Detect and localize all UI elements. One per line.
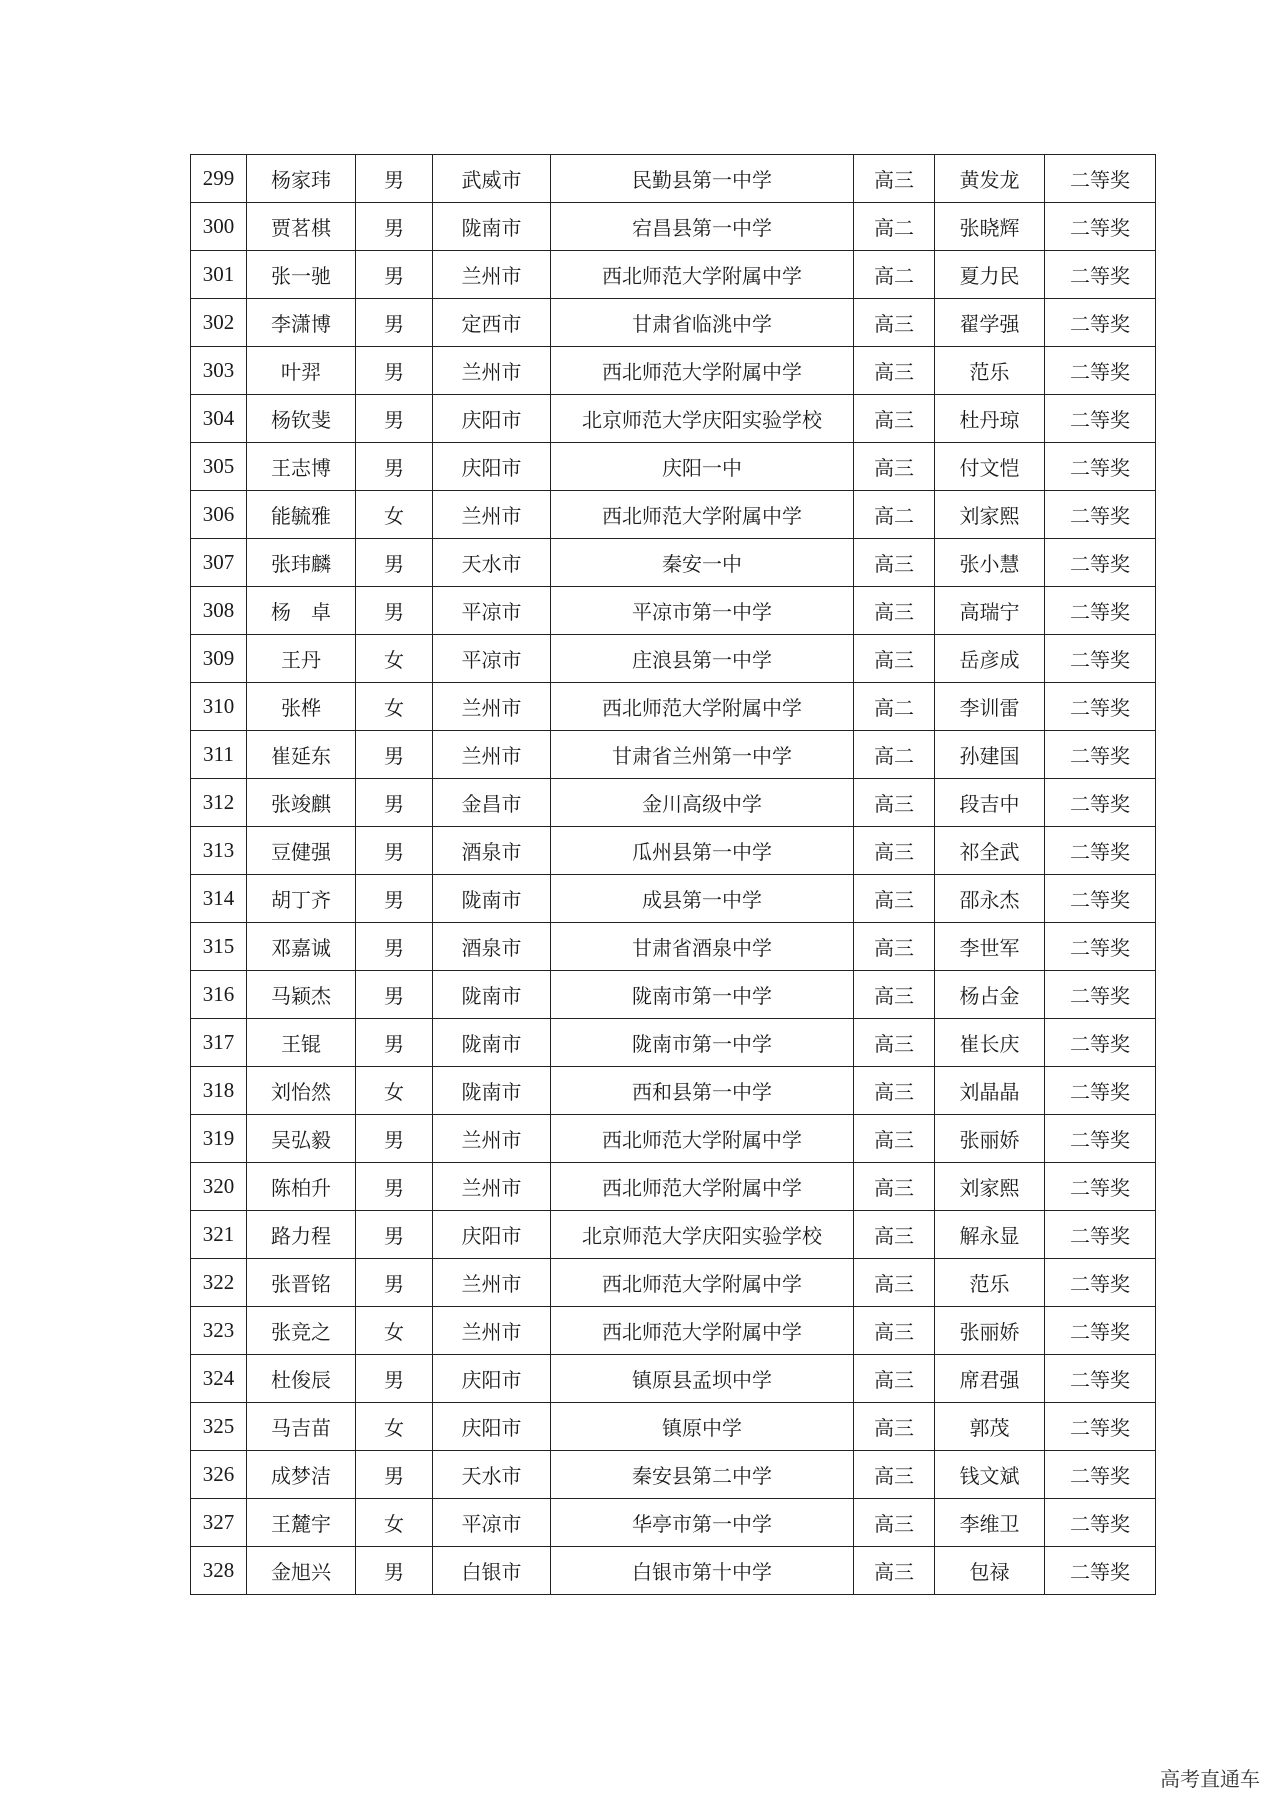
cell-gender: 男 (356, 1355, 433, 1403)
award-list-table (190, 154, 1156, 1595)
cell-name: 胡丁齐 (247, 875, 356, 923)
cell-no: 314 (191, 875, 247, 923)
table-row (191, 683, 1156, 731)
cell-award: 二等奖 (1045, 1211, 1156, 1259)
cell-city: 定西市 (433, 299, 551, 347)
cell-name: 贾茗棋 (247, 203, 356, 251)
cell-city: 金昌市 (433, 779, 551, 827)
cell-name: 叶羿 (247, 347, 356, 395)
cell-grade: 高三 (854, 395, 935, 443)
cell-no: 318 (191, 1067, 247, 1115)
cell-grade: 高三 (854, 1067, 935, 1115)
cell-city: 酒泉市 (433, 923, 551, 971)
cell-teacher: 邵永杰 (935, 875, 1045, 923)
cell-school: 西北师范大学附属中学 (551, 1115, 854, 1163)
cell-school: 西北师范大学附属中学 (551, 347, 854, 395)
cell-teacher: 杜丹琼 (935, 395, 1045, 443)
cell-city: 陇南市 (433, 875, 551, 923)
cell-city: 兰州市 (433, 683, 551, 731)
table-row (191, 491, 1156, 539)
watermark-text: 高考直通车 (1160, 1767, 1260, 1791)
cell-no: 321 (191, 1211, 247, 1259)
cell-teacher: 黄发龙 (935, 155, 1045, 203)
cell-gender: 男 (356, 1451, 433, 1499)
cell-name: 杜俊辰 (247, 1355, 356, 1403)
table-row (191, 1163, 1156, 1211)
cell-teacher: 夏力民 (935, 251, 1045, 299)
cell-school: 华亭市第一中学 (551, 1499, 854, 1547)
cell-no: 313 (191, 827, 247, 875)
cell-name: 杨钦斐 (247, 395, 356, 443)
cell-no: 317 (191, 1019, 247, 1067)
table-row (191, 443, 1156, 491)
cell-grade: 高三 (854, 155, 935, 203)
cell-no: 325 (191, 1403, 247, 1451)
cell-gender: 男 (356, 347, 433, 395)
cell-award: 二等奖 (1045, 347, 1156, 395)
cell-city: 兰州市 (433, 347, 551, 395)
cell-name: 崔延东 (247, 731, 356, 779)
cell-grade: 高二 (854, 491, 935, 539)
cell-grade: 高三 (854, 1307, 935, 1355)
cell-school: 甘肃省酒泉中学 (551, 923, 854, 971)
cell-grade: 高三 (854, 299, 935, 347)
cell-grade: 高三 (854, 1211, 935, 1259)
cell-name: 马吉苗 (247, 1403, 356, 1451)
cell-city: 武威市 (433, 155, 551, 203)
cell-gender: 男 (356, 155, 433, 203)
table-row (191, 1211, 1156, 1259)
cell-teacher: 岳彦成 (935, 635, 1045, 683)
cell-award: 二等奖 (1045, 1355, 1156, 1403)
cell-award: 二等奖 (1045, 1403, 1156, 1451)
cell-school: 秦安县第二中学 (551, 1451, 854, 1499)
cell-city: 陇南市 (433, 203, 551, 251)
cell-no: 322 (191, 1259, 247, 1307)
cell-name: 豆健强 (247, 827, 356, 875)
cell-gender: 男 (356, 443, 433, 491)
cell-grade: 高三 (854, 1547, 935, 1595)
cell-city: 兰州市 (433, 251, 551, 299)
cell-teacher: 付文恺 (935, 443, 1045, 491)
table-row (191, 155, 1156, 203)
cell-school: 秦安一中 (551, 539, 854, 587)
cell-no: 312 (191, 779, 247, 827)
cell-teacher: 李维卫 (935, 1499, 1045, 1547)
cell-gender: 男 (356, 875, 433, 923)
cell-teacher: 孙建国 (935, 731, 1045, 779)
cell-city: 平凉市 (433, 635, 551, 683)
table-row (191, 635, 1156, 683)
cell-city: 庆阳市 (433, 1355, 551, 1403)
cell-award: 二等奖 (1045, 635, 1156, 683)
cell-award: 二等奖 (1045, 251, 1156, 299)
cell-teacher: 张丽娇 (935, 1115, 1045, 1163)
cell-grade: 高三 (854, 1259, 935, 1307)
table-row (191, 299, 1156, 347)
table-row (191, 971, 1156, 1019)
cell-award: 二等奖 (1045, 587, 1156, 635)
cell-no: 315 (191, 923, 247, 971)
cell-gender: 男 (356, 779, 433, 827)
cell-school: 民勤县第一中学 (551, 155, 854, 203)
cell-school: 甘肃省兰州第一中学 (551, 731, 854, 779)
table-row (191, 1547, 1156, 1595)
cell-teacher: 李训雷 (935, 683, 1045, 731)
cell-award: 二等奖 (1045, 731, 1156, 779)
cell-city: 兰州市 (433, 1307, 551, 1355)
cell-award: 二等奖 (1045, 779, 1156, 827)
cell-grade: 高三 (854, 443, 935, 491)
cell-gender: 男 (356, 731, 433, 779)
cell-city: 庆阳市 (433, 1403, 551, 1451)
cell-city: 陇南市 (433, 1019, 551, 1067)
cell-school: 西北师范大学附属中学 (551, 491, 854, 539)
table-row (191, 731, 1156, 779)
cell-no: 309 (191, 635, 247, 683)
cell-award: 二等奖 (1045, 539, 1156, 587)
cell-city: 陇南市 (433, 1067, 551, 1115)
cell-name: 吴弘毅 (247, 1115, 356, 1163)
cell-school: 西北师范大学附属中学 (551, 1259, 854, 1307)
cell-school: 北京师范大学庆阳实验学校 (551, 1211, 854, 1259)
cell-teacher: 祁全武 (935, 827, 1045, 875)
cell-teacher: 解永显 (935, 1211, 1045, 1259)
cell-teacher: 崔长庆 (935, 1019, 1045, 1067)
cell-school: 白银市第十中学 (551, 1547, 854, 1595)
cell-city: 兰州市 (433, 1115, 551, 1163)
cell-no: 310 (191, 683, 247, 731)
cell-award: 二等奖 (1045, 1019, 1156, 1067)
cell-school: 金川高级中学 (551, 779, 854, 827)
cell-name: 杨 卓 (247, 587, 356, 635)
table-row (191, 875, 1156, 923)
cell-gender: 男 (356, 203, 433, 251)
cell-name: 王丹 (247, 635, 356, 683)
cell-school: 平凉市第一中学 (551, 587, 854, 635)
cell-name: 张桦 (247, 683, 356, 731)
table-row (191, 587, 1156, 635)
cell-award: 二等奖 (1045, 1115, 1156, 1163)
cell-name: 李潇博 (247, 299, 356, 347)
cell-school: 西北师范大学附属中学 (551, 251, 854, 299)
cell-city: 兰州市 (433, 1163, 551, 1211)
cell-gender: 女 (356, 1499, 433, 1547)
cell-school: 镇原县孟坝中学 (551, 1355, 854, 1403)
cell-gender: 男 (356, 539, 433, 587)
cell-no: 304 (191, 395, 247, 443)
cell-award: 二等奖 (1045, 923, 1156, 971)
cell-name: 张竣麒 (247, 779, 356, 827)
cell-gender: 男 (356, 1115, 433, 1163)
cell-gender: 男 (356, 299, 433, 347)
cell-award: 二等奖 (1045, 1499, 1156, 1547)
cell-school: 庄浪县第一中学 (551, 635, 854, 683)
cell-award: 二等奖 (1045, 1259, 1156, 1307)
cell-name: 成梦洁 (247, 1451, 356, 1499)
cell-no: 305 (191, 443, 247, 491)
table-row (191, 827, 1156, 875)
cell-name: 杨家玮 (247, 155, 356, 203)
cell-school: 西北师范大学附属中学 (551, 1163, 854, 1211)
cell-city: 天水市 (433, 539, 551, 587)
cell-award: 二等奖 (1045, 1163, 1156, 1211)
cell-gender: 男 (356, 587, 433, 635)
cell-award: 二等奖 (1045, 827, 1156, 875)
cell-grade: 高三 (854, 875, 935, 923)
cell-award: 二等奖 (1045, 155, 1156, 203)
cell-no: 316 (191, 971, 247, 1019)
table-row (191, 1019, 1156, 1067)
cell-city: 平凉市 (433, 587, 551, 635)
cell-teacher: 范乐 (935, 1259, 1045, 1307)
cell-gender: 男 (356, 1547, 433, 1595)
cell-grade: 高三 (854, 587, 935, 635)
cell-grade: 高三 (854, 923, 935, 971)
cell-no: 327 (191, 1499, 247, 1547)
cell-grade: 高三 (854, 971, 935, 1019)
cell-teacher: 刘家熙 (935, 1163, 1045, 1211)
cell-no: 300 (191, 203, 247, 251)
cell-grade: 高二 (854, 251, 935, 299)
cell-no: 323 (191, 1307, 247, 1355)
cell-school: 宕昌县第一中学 (551, 203, 854, 251)
table-row (191, 1403, 1156, 1451)
cell-no: 301 (191, 251, 247, 299)
cell-award: 二等奖 (1045, 1067, 1156, 1115)
cell-city: 庆阳市 (433, 443, 551, 491)
cell-grade: 高三 (854, 347, 935, 395)
cell-teacher: 高瑞宁 (935, 587, 1045, 635)
cell-name: 金旭兴 (247, 1547, 356, 1595)
cell-school: 成县第一中学 (551, 875, 854, 923)
cell-grade: 高三 (854, 827, 935, 875)
table-row (191, 779, 1156, 827)
cell-name: 王锟 (247, 1019, 356, 1067)
cell-teacher: 段吉中 (935, 779, 1045, 827)
cell-name: 邓嘉诚 (247, 923, 356, 971)
cell-school: 西北师范大学附属中学 (551, 1307, 854, 1355)
cell-name: 路力程 (247, 1211, 356, 1259)
cell-name: 张一驰 (247, 251, 356, 299)
cell-teacher: 张小慧 (935, 539, 1045, 587)
cell-grade: 高三 (854, 1019, 935, 1067)
cell-teacher: 刘家熙 (935, 491, 1045, 539)
cell-no: 328 (191, 1547, 247, 1595)
cell-no: 320 (191, 1163, 247, 1211)
cell-name: 张晋铭 (247, 1259, 356, 1307)
cell-award: 二等奖 (1045, 875, 1156, 923)
cell-gender: 女 (356, 1307, 433, 1355)
cell-award: 二等奖 (1045, 971, 1156, 1019)
cell-city: 兰州市 (433, 491, 551, 539)
table-row (191, 1067, 1156, 1115)
cell-gender: 男 (356, 395, 433, 443)
cell-gender: 女 (356, 683, 433, 731)
cell-award: 二等奖 (1045, 203, 1156, 251)
cell-teacher: 张晓辉 (935, 203, 1045, 251)
cell-award: 二等奖 (1045, 683, 1156, 731)
cell-gender: 男 (356, 1163, 433, 1211)
cell-school: 甘肃省临洮中学 (551, 299, 854, 347)
cell-award: 二等奖 (1045, 299, 1156, 347)
cell-no: 306 (191, 491, 247, 539)
cell-award: 二等奖 (1045, 491, 1156, 539)
cell-city: 天水市 (433, 1451, 551, 1499)
cell-city: 酒泉市 (433, 827, 551, 875)
cell-city: 兰州市 (433, 731, 551, 779)
cell-no: 326 (191, 1451, 247, 1499)
cell-no: 303 (191, 347, 247, 395)
cell-grade: 高三 (854, 635, 935, 683)
cell-no: 299 (191, 155, 247, 203)
cell-no: 324 (191, 1355, 247, 1403)
cell-grade: 高三 (854, 1163, 935, 1211)
cell-city: 庆阳市 (433, 1211, 551, 1259)
cell-name: 能毓雅 (247, 491, 356, 539)
cell-grade: 高三 (854, 539, 935, 587)
cell-teacher: 钱文斌 (935, 1451, 1045, 1499)
cell-teacher: 郭茂 (935, 1403, 1045, 1451)
cell-gender: 女 (356, 1067, 433, 1115)
cell-grade: 高二 (854, 203, 935, 251)
cell-grade: 高二 (854, 731, 935, 779)
cell-name: 马颖杰 (247, 971, 356, 1019)
cell-teacher: 范乐 (935, 347, 1045, 395)
table-row (191, 1259, 1156, 1307)
cell-teacher: 李世军 (935, 923, 1045, 971)
cell-city: 陇南市 (433, 971, 551, 1019)
cell-teacher: 包禄 (935, 1547, 1045, 1595)
cell-no: 319 (191, 1115, 247, 1163)
cell-no: 307 (191, 539, 247, 587)
cell-name: 王麓宇 (247, 1499, 356, 1547)
cell-gender: 男 (356, 1019, 433, 1067)
cell-gender: 女 (356, 635, 433, 683)
cell-school: 镇原中学 (551, 1403, 854, 1451)
cell-city: 兰州市 (433, 1259, 551, 1307)
cell-grade: 高二 (854, 683, 935, 731)
cell-award: 二等奖 (1045, 1307, 1156, 1355)
cell-grade: 高三 (854, 1115, 935, 1163)
cell-teacher: 刘晶晶 (935, 1067, 1045, 1115)
cell-no: 311 (191, 731, 247, 779)
cell-school: 北京师范大学庆阳实验学校 (551, 395, 854, 443)
table-row (191, 347, 1156, 395)
table-row (191, 203, 1156, 251)
table-row (191, 395, 1156, 443)
cell-grade: 高三 (854, 1355, 935, 1403)
cell-gender: 男 (356, 827, 433, 875)
cell-gender: 男 (356, 1211, 433, 1259)
cell-no: 302 (191, 299, 247, 347)
table-row (191, 1355, 1156, 1403)
cell-school: 陇南市第一中学 (551, 971, 854, 1019)
cell-gender: 女 (356, 491, 433, 539)
cell-name: 王志博 (247, 443, 356, 491)
cell-grade: 高三 (854, 779, 935, 827)
table-row (191, 1451, 1156, 1499)
cell-gender: 男 (356, 923, 433, 971)
cell-grade: 高三 (854, 1499, 935, 1547)
cell-name: 刘怡然 (247, 1067, 356, 1115)
cell-school: 瓜州县第一中学 (551, 827, 854, 875)
cell-award: 二等奖 (1045, 1547, 1156, 1595)
cell-school: 陇南市第一中学 (551, 1019, 854, 1067)
cell-school: 西和县第一中学 (551, 1067, 854, 1115)
cell-award: 二等奖 (1045, 395, 1156, 443)
cell-city: 庆阳市 (433, 395, 551, 443)
cell-name: 张竞之 (247, 1307, 356, 1355)
cell-city: 白银市 (433, 1547, 551, 1595)
cell-teacher: 翟学强 (935, 299, 1045, 347)
cell-teacher: 杨占金 (935, 971, 1045, 1019)
cell-gender: 男 (356, 251, 433, 299)
cell-school: 庆阳一中 (551, 443, 854, 491)
table-row (191, 1307, 1156, 1355)
cell-name: 张玮麟 (247, 539, 356, 587)
table-row (191, 1115, 1156, 1163)
cell-city: 平凉市 (433, 1499, 551, 1547)
cell-school: 西北师范大学附属中学 (551, 683, 854, 731)
table-row (191, 923, 1156, 971)
table-row (191, 539, 1156, 587)
table-row (191, 1499, 1156, 1547)
cell-grade: 高三 (854, 1403, 935, 1451)
cell-no: 308 (191, 587, 247, 635)
cell-gender: 男 (356, 1259, 433, 1307)
cell-award: 二等奖 (1045, 1451, 1156, 1499)
table-row (191, 251, 1156, 299)
cell-teacher: 张丽娇 (935, 1307, 1045, 1355)
cell-award: 二等奖 (1045, 443, 1156, 491)
cell-name: 陈柏升 (247, 1163, 356, 1211)
cell-grade: 高三 (854, 1451, 935, 1499)
cell-teacher: 席君强 (935, 1355, 1045, 1403)
cell-gender: 男 (356, 971, 433, 1019)
cell-gender: 女 (356, 1403, 433, 1451)
